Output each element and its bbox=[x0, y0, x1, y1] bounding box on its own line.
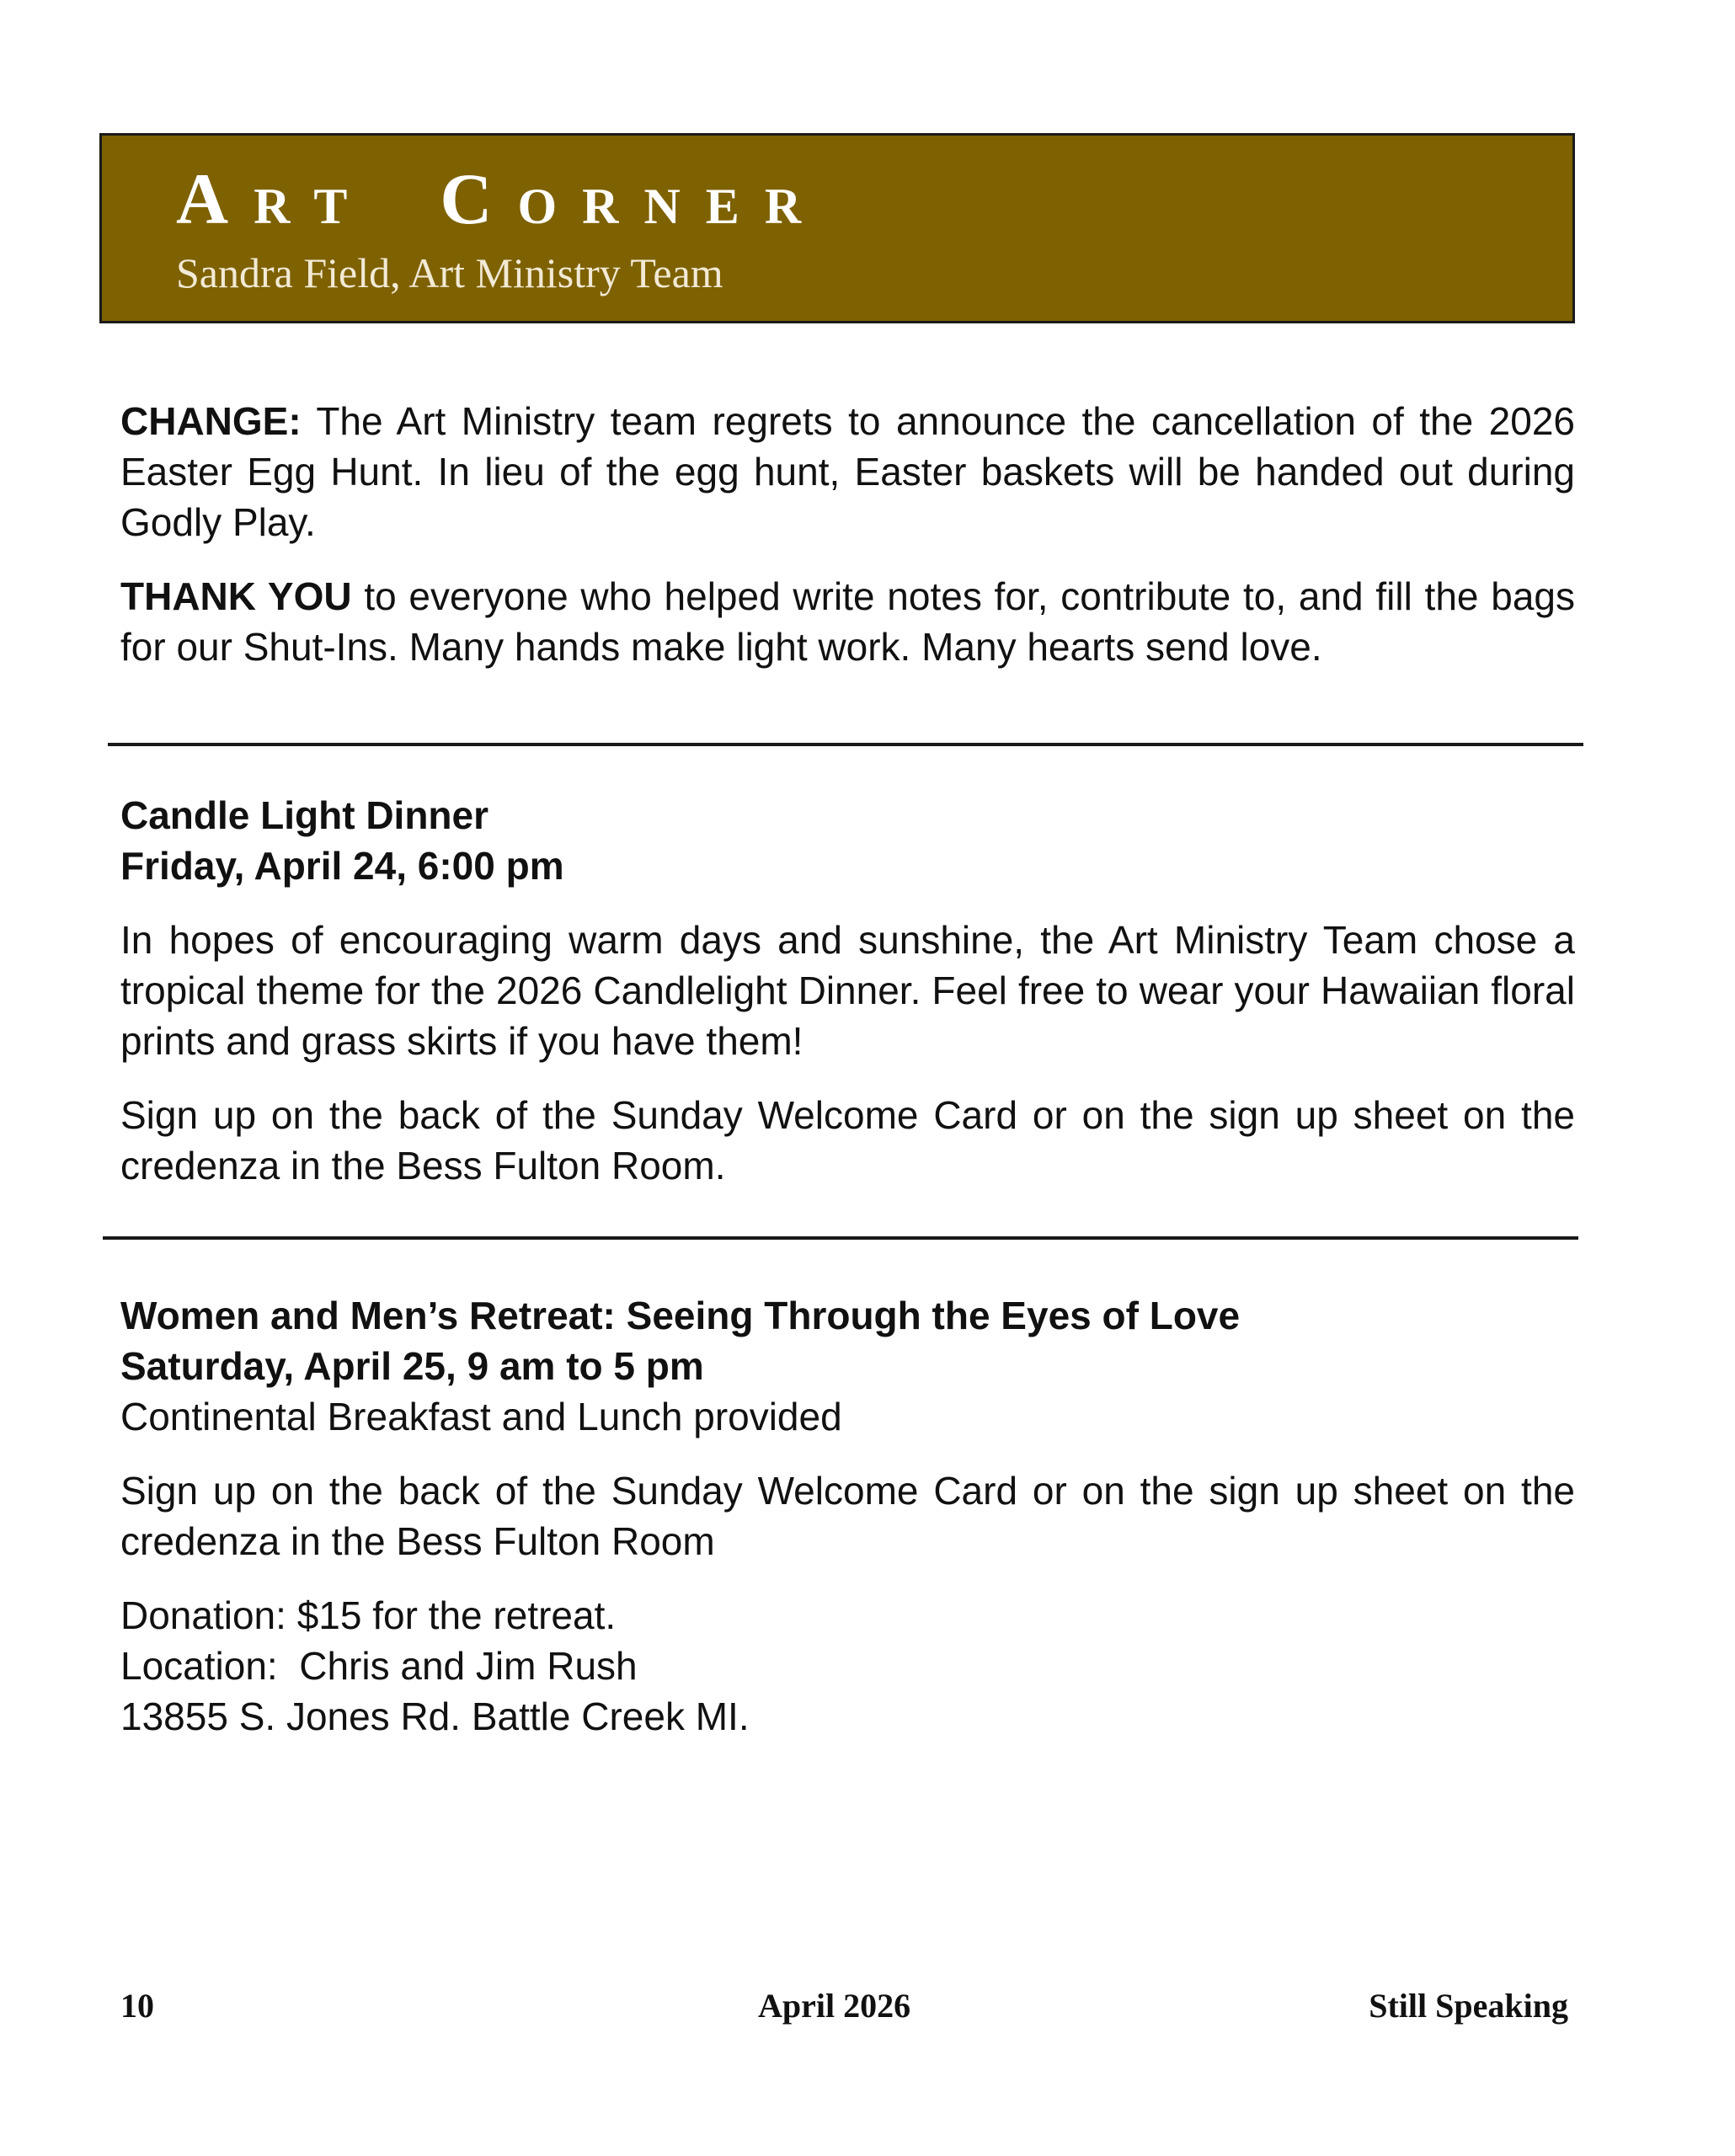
section-author: Sandra Field, Art Ministry Team bbox=[176, 249, 723, 296]
change-text: The Art Ministry team regrets to announce the cancellation of the 2026 Easter Egg Hunt. In lieu of the egg hunt, Easter baskets will be handed out during Godly Play. bbox=[120, 399, 1575, 544]
event-title: Women and Men’s Retreat: Seeing Through the Eyes of Love bbox=[120, 1294, 1241, 1337]
event-title: Candle Light Dinner bbox=[120, 793, 488, 837]
location-info: Location: Chris and Jim Rush bbox=[120, 1644, 638, 1688]
event-date: Saturday, April 25, 9 am to 5 pm bbox=[120, 1344, 704, 1388]
change-paragraph bbox=[120, 396, 1575, 547]
publication-name: Still Speaking bbox=[1369, 1987, 1568, 2025]
retreat bbox=[120, 1290, 1575, 1742]
section-divider bbox=[108, 743, 1583, 746]
address-info: 13855 S. Jones Rd. Battle Creek MI. bbox=[120, 1694, 750, 1738]
header-banner bbox=[99, 133, 1575, 323]
title-word: Art bbox=[176, 158, 373, 239]
candle-light-dinner bbox=[120, 790, 1575, 1191]
thank-you-paragraph bbox=[120, 571, 1575, 672]
section-title bbox=[176, 156, 894, 243]
signup-info: Sign up on the back of the Sunday Welcome Card or on the sign up sheet on the credenza in the Bess Fulton Room bbox=[120, 1469, 1575, 1563]
signup-info: Sign up on the back of the Sunday Welcome Card or on the sign up sheet on the credenza in the Bess Fulton Room. bbox=[120, 1093, 1575, 1187]
change-lead: CHANGE: bbox=[120, 399, 302, 443]
issue-date: April 2026 bbox=[758, 1987, 911, 2025]
section-divider bbox=[103, 1236, 1578, 1240]
donation-info: Donation: $15 for the retreat. bbox=[120, 1593, 617, 1637]
page-number: 10 bbox=[120, 1987, 154, 2025]
meals-info: Continental Breakfast and Lunch provided bbox=[120, 1395, 842, 1438]
event-description: In hopes of encouraging warm days and sunshine, the Art Ministry Team chose a tropical theme for the 2026 Candlelight Dinner. Feel free to wear your Hawaiian floral prints and grass skirts if you have them! bbox=[120, 918, 1575, 1063]
announcements bbox=[120, 396, 1575, 672]
thank-you-lead: THANK YOU bbox=[120, 574, 352, 618]
event-date: Friday, April 24, 6:00 pm bbox=[120, 844, 564, 888]
title-word: Corner bbox=[440, 158, 827, 239]
thank-you-text: to everyone who helped write notes for, contribute to, and fill the bags for our Shut-Ins. Many hands make light work. Many hearts send love. bbox=[120, 574, 1575, 669]
